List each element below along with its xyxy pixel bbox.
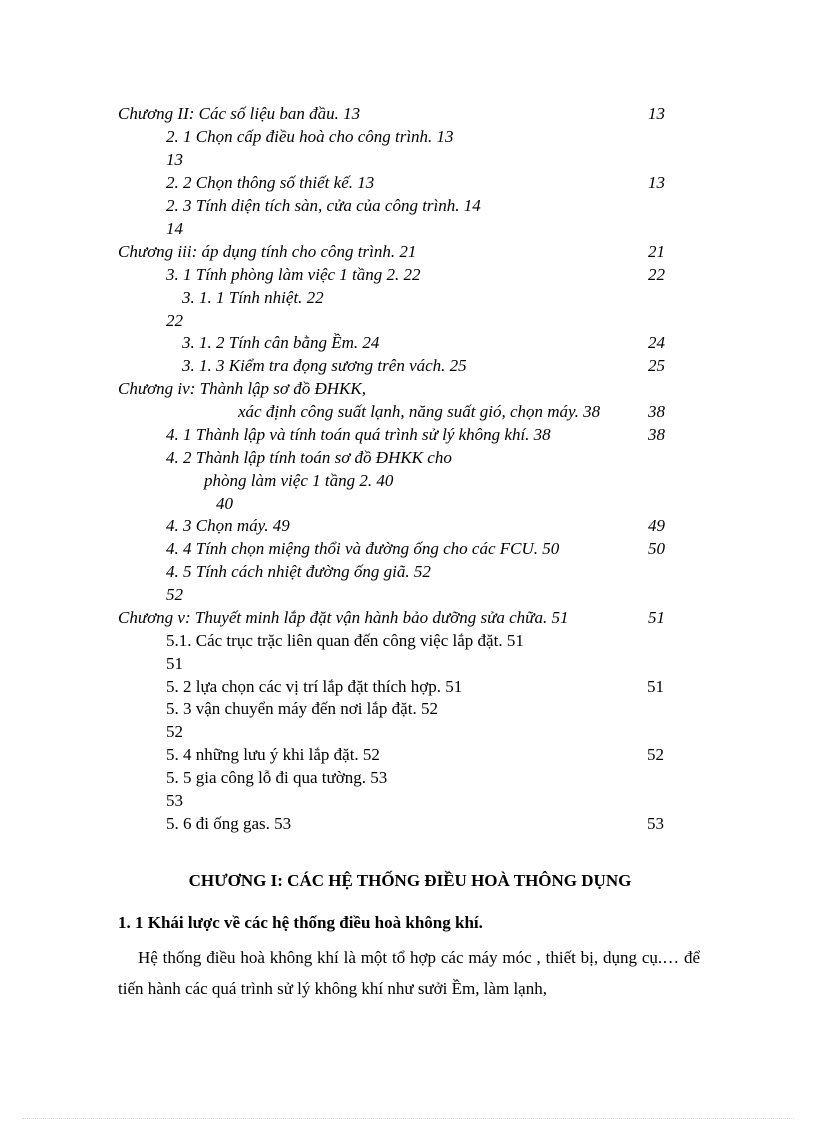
toc-entry-4-4: 4. 4 Tính chọn miệng thổi và đường ống cho các FCU. 50	[166, 539, 560, 558]
toc-page-number: 52	[166, 722, 183, 741]
toc-page-number: 53	[647, 814, 664, 833]
toc-page-number: 13	[166, 150, 183, 169]
toc-page-number: 52	[647, 745, 664, 764]
toc-page-number: 49	[648, 516, 665, 535]
toc-entry-2-1: 2. 1 Chọn cấp điều hoà cho công trình. 13	[166, 127, 454, 146]
toc-page-number: 21	[648, 242, 665, 261]
toc-entry-5-2: 5. 2 lựa chọn các vị trí lắp đặt thích hợp. 51	[166, 677, 463, 696]
toc-entry-3-1: 3. 1 Tính phòng làm việc 1 tầng 2. 22	[166, 265, 421, 284]
toc-page-number: 25	[648, 356, 665, 375]
toc-entry-5-4: 5. 4 những lưu ý khi lắp đặt. 52	[166, 745, 380, 764]
toc-entry-chapter-4: Chương iv: Thành lập sơ đồ ĐHKK,	[118, 379, 366, 398]
toc-entry-3-1-1: 3. 1. 1 Tính nhiệt. 22	[182, 288, 324, 307]
toc-page-number: 22	[648, 265, 665, 284]
toc-entry-4-2: 4. 2 Thành lập tính toán sơ đồ ĐHKK cho	[166, 448, 452, 467]
toc-page-number: 51	[166, 654, 183, 673]
toc-entry-5-3: 5. 3 vận chuyển máy đến nơi lắp đặt. 52	[166, 699, 438, 718]
toc-entry-4-2-continued: phòng làm việc 1 tầng 2. 40	[204, 471, 394, 490]
toc-page-number: 24	[648, 333, 665, 352]
toc-entry-4-1: 4. 1 Thành lập và tính toán quá trình sử lý không khí. 38	[166, 425, 551, 444]
toc-page-number: 50	[648, 539, 665, 558]
toc-page-number: 51	[648, 608, 665, 627]
toc-entry-chapter-4-continued: xác định công suất lạnh, năng suất gió, chọn máy. 38	[238, 402, 601, 421]
page-bottom-divider	[22, 1118, 794, 1119]
toc-page-number: 22	[166, 311, 183, 330]
toc-entry-chapter-2: Chương II: Các số liệu ban đầu. 13	[118, 104, 361, 123]
toc-entry-5-1: 5.1. Các trục trặc liên quan đến công việc lắp đặt. 51	[166, 631, 524, 650]
toc-entry-2-2: 2. 2 Chọn thông số thiết kế. 13	[166, 173, 375, 192]
toc-page-number: 38	[648, 425, 665, 444]
toc-entry-chapter-5: Chương v: Thuyết minh lắp đặt vận hành bảo dưỡng sửa chữa. 51	[118, 608, 569, 627]
toc-entry-4-5: 4. 5 Tính cách nhiệt đường ống giã. 52	[166, 562, 431, 581]
toc-page-number: 38	[648, 402, 665, 421]
section-heading: 1. 1 Khái lược về các hệ thống điều hoà không khí.	[118, 913, 483, 932]
toc-page-number: 13	[648, 173, 665, 192]
toc-entry-5-5: 5. 5 gia công lỗ đi qua tường. 53	[166, 768, 388, 787]
toc-page-number: 40	[216, 494, 233, 513]
toc-entry-3-1-3: 3. 1. 3 Kiểm tra đọng sương trên vách. 25	[182, 356, 467, 375]
toc-entry-chapter-3: Chương iii: áp dụng tính cho công trình. 21	[118, 242, 417, 261]
toc-page-number: 14	[166, 219, 183, 238]
toc-entry-4-3: 4. 3 Chọn máy. 49	[166, 516, 290, 535]
chapter-heading: CHƯƠNG I: CÁC HỆ THỐNG ĐIỀU HOÀ THÔNG DỤNG	[188, 871, 632, 890]
body-paragraph: Hệ thống điều hoà không khí là một tổ hợp các máy móc , thiết bị, dụng cụ.… để tiến hành các quá trình sử lý không khí như sưởi Ềm, làm lạnh,	[118, 948, 700, 998]
toc-page-number: 13	[648, 104, 665, 123]
toc-page-number: 53	[166, 791, 183, 810]
toc-entry-5-6: 5. 6 đi ống gas. 53	[166, 814, 292, 833]
toc-page-number: 52	[166, 585, 183, 604]
toc-entry-2-3: 2. 3 Tính diện tích sàn, cửa của công trình. 14	[166, 196, 481, 215]
toc-entry-3-1-2: 3. 1. 2 Tính cân bằng Ềm. 24	[182, 333, 380, 352]
toc-page-number: 51	[647, 677, 664, 696]
